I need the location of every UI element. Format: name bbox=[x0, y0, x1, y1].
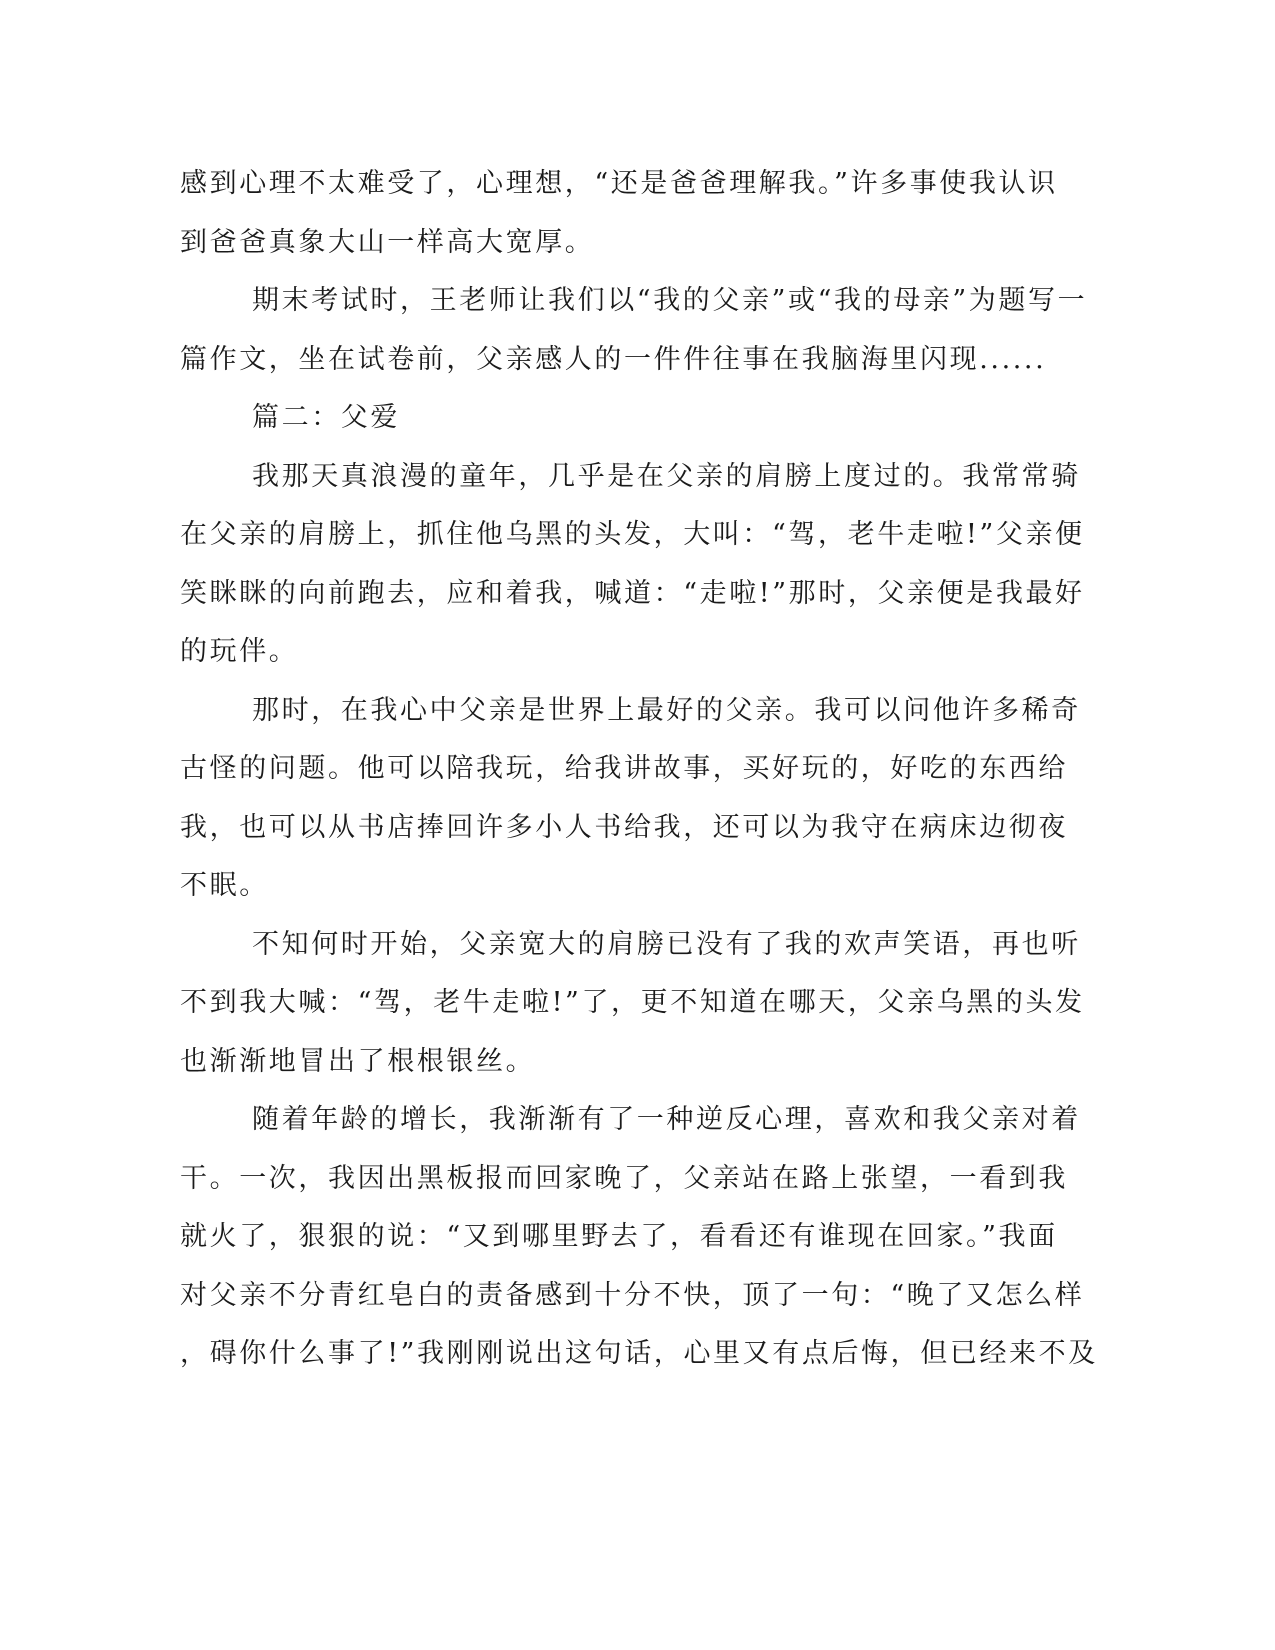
section-heading: 篇二：父爱 bbox=[252, 402, 400, 433]
text-line: ，碍你什么事了!”我刚刚说出这句话，心里又有点后悔，但已经来不及 bbox=[180, 1338, 1098, 1369]
paragraph-start-line: 那时，在我心中父亲是世界上最好的父亲。我可以问他许多稀奇 bbox=[252, 694, 1081, 726]
paragraph-start-line: 不知何时开始，父亲宽大的肩膀已没有了我的欢声笑语，再也听 bbox=[252, 928, 1081, 960]
text-line: 在父亲的肩膀上，抓住他乌黑的头发，大叫：“驾，老牛走啦!”父亲便 bbox=[180, 519, 1085, 550]
text-line: 不眠。 bbox=[180, 870, 269, 901]
text-line: 干。一次，我因出黑板报而回家晚了，父亲站在路上张望，一看到我 bbox=[180, 1162, 1068, 1194]
paragraph-start-line: 随着年龄的增长，我渐渐有了一种逆反心理，喜欢和我父亲对着 bbox=[252, 1104, 1081, 1135]
text-line: 古怪的问题。他可以陪我玩，给我讲故事，买好玩的，好吃的东西给 bbox=[180, 753, 1068, 784]
text-line: 篇作文，坐在试卷前，父亲感人的一件件往事在我脑海里闪现...... bbox=[180, 343, 1047, 375]
text-line: 我，也可以从书店捧回许多小人书给我，还可以为我守在病床边彻夜 bbox=[180, 811, 1068, 843]
text-line: 的玩伴。 bbox=[180, 636, 299, 667]
paragraph-start-line: 期末考试时，王老师让我们以“我的父亲”或“我的母亲”为题写一 bbox=[252, 285, 1088, 316]
text-line: 到爸爸真象大山一样高大宽厚。 bbox=[180, 226, 595, 258]
text-line: 就火了，狠狠的说：“又到哪里野去了，看看还有谁现在回家。”我面 bbox=[180, 1221, 1058, 1252]
text-line: 对父亲不分青红皂白的责备感到十分不快，顶了一句：“晚了又怎么样 bbox=[180, 1279, 1085, 1311]
text-line: 不到我大喊：“驾，老牛走啦!”了，更不知道在哪天，父亲乌黑的头发 bbox=[180, 987, 1085, 1018]
document-body bbox=[180, 155, 1098, 1384]
text-line: 也渐渐地冒出了根根银丝。 bbox=[180, 1045, 536, 1077]
text-line: 笑眯眯的向前跑去，应和着我，喊道：“走啦!”那时，父亲便是我最好 bbox=[180, 577, 1085, 609]
paragraph-start-line: 我那天真浪漫的童年，几乎是在父亲的肩膀上度过的。我常常骑 bbox=[252, 460, 1081, 492]
text-line: 感到心理不太难受了，心理想，“还是爸爸理解我。”许多事使我认识 bbox=[180, 168, 1058, 199]
